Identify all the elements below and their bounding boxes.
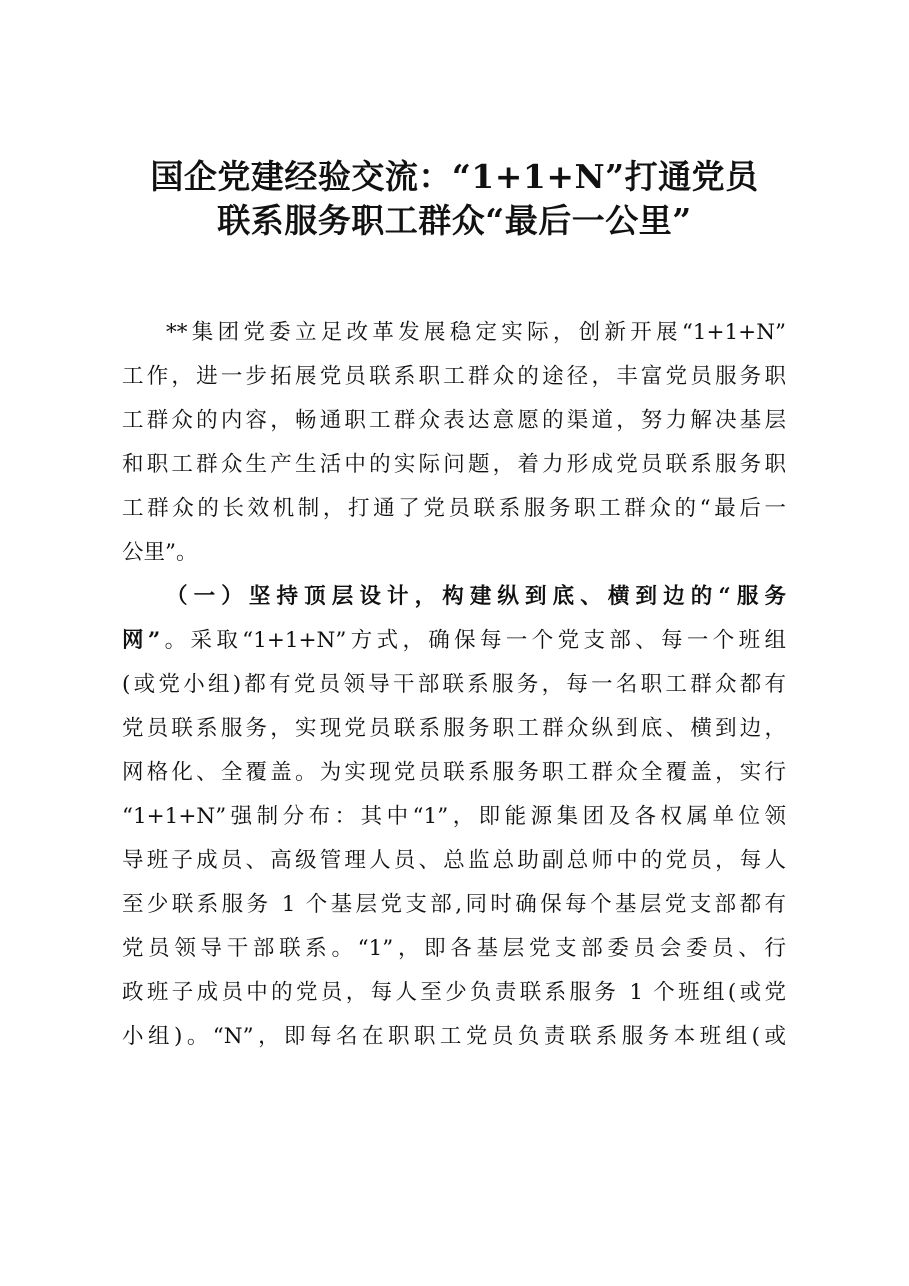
- document-title-line-2: 联系服务职工群众“最后一公里”: [217, 201, 692, 240]
- section1-line-7: 导班子成员、高级管理人员、总监总助副总师中的党员，每人: [122, 848, 786, 873]
- intro-line-3: 工群众的内容，畅通职工群众表达意愿的渠道，努力解决基层: [122, 408, 786, 433]
- section1-line-9: 党员领导干部联系。“1”，即各基层党支部委员会委员、行: [122, 936, 786, 961]
- document-title-line-1: 国企党建经验交流：“1+1+N”打通党员: [150, 157, 759, 196]
- section1-line-10: 政班子成员中的党员，每人至少负责联系服务 1 个班组(或党: [122, 980, 786, 1005]
- section1-line-8: 至少联系服务 1 个基层党支部,同时确保每个基层党支部都有: [122, 892, 786, 917]
- section1-line-2-text: 。采取“1+1+N”方式，确保每一个党支部、每一个班组: [160, 628, 786, 653]
- section1-line-3: (或党小组)都有党员领导干部联系服务，每一名职工群众都有: [122, 672, 786, 697]
- intro-line-5: 工群众的长效机制，打通了党员联系服务职工群众的“最后一: [122, 496, 786, 521]
- section1-heading-line-1: （一）坚持顶层设计，构建纵到底、横到边的“服务: [166, 584, 786, 609]
- section1-heading-end: 网”: [122, 628, 161, 653]
- intro-line-2: 工作，进一步拓展党员联系职工群众的途径，丰富党员服务职: [122, 364, 786, 389]
- section1-line-2: [122, 626, 786, 656]
- section1-line-5: 网格化、全覆盖。为实现党员联系服务职工群众全覆盖，实行: [122, 760, 786, 785]
- intro-line-6: 公里”。: [122, 540, 198, 565]
- section1-line-4: 党员联系服务，实现党员联系服务职工群众纵到底、横到边，: [122, 716, 786, 741]
- intro-line-4: 和职工群众生产生活中的实际问题，着力形成党员联系服务职: [122, 452, 786, 477]
- section1-line-6: “1+1+N”强制分布：其中“1”，即能源集团及各权属单位领: [122, 804, 786, 829]
- section1-line-11: 小组)。“N”，即每名在职职工党员负责联系服务本班组(或: [122, 1024, 786, 1049]
- intro-line-1: **集团党委立足改革发展稳定实际，创新开展“1+1+N”: [166, 320, 786, 345]
